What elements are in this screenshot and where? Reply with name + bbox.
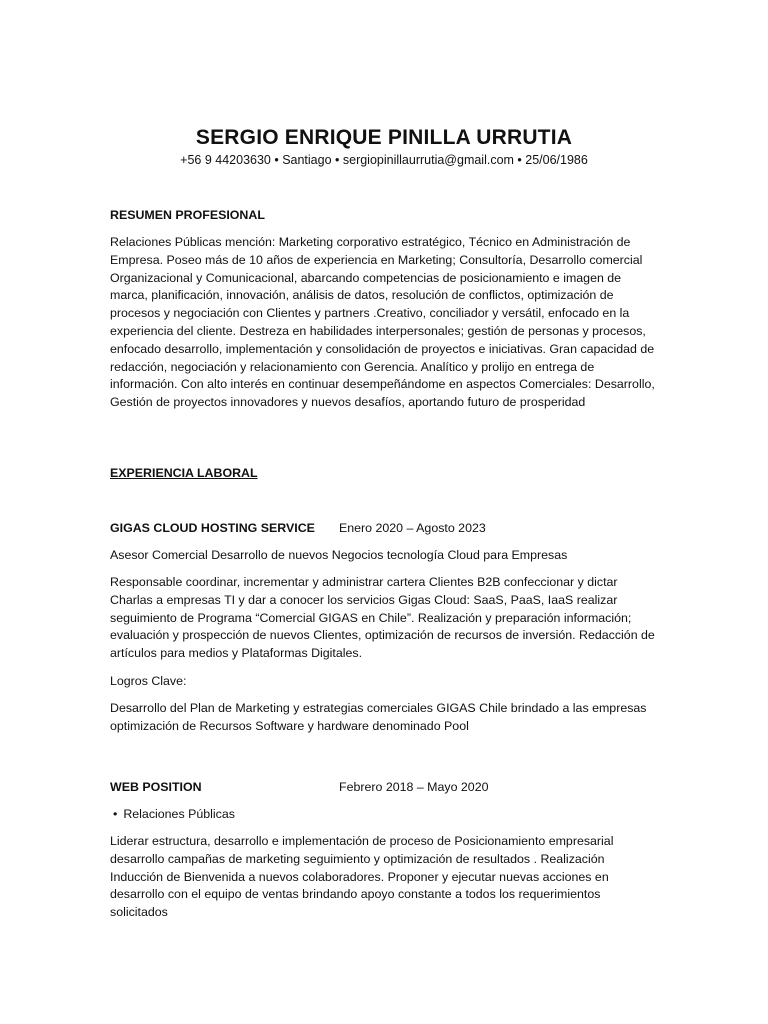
- candidate-name: SERGIO ENRIQUE PINILLA URRUTIA: [195, 126, 573, 149]
- achievements-label: Logros Clave:: [110, 674, 187, 688]
- bullet-icon: •: [113, 807, 118, 821]
- summary-text: Relaciones Públicas mención: Marketing corporativo estratégico, Técnico en Administración de Empresa. Poseo más de 10 años de experiencia en Marketing; Consultoría, Desarrollo comercial Organizacional y Comunicacional, abarcando competencias de posicionamiento e imagen de marca, planificación, innovación, análisis de datos, resolución de conflictos, optimización de procesos y negociación con Clientes y partners .Creativo, conciliador y versátil, enfocado en la experiencia del cliente. Destreza en habilidades interpersonales; gestión de personas y procesos, enfocado desarrollo, implementación y consolidación de proyectos e iniciativas. Gran capacidad de redacción, negociación y relacionamiento con Gerencia. Analítico y prolijo en entrega de información. Con alto interés en continuar desempeñándome en aspectos Comerciales: Desarrollo, Gestión de proyectos innovadores y nuevos desafíos, aportando futuro de prosperidad: [110, 235, 655, 410]
- job-role: Asesor Comercial Desarrollo de nuevos Negocios tecnología Cloud para Empresas: [110, 548, 568, 562]
- contact-info: +56 9 44203630 • Santiago • sergiopinillaurrutia@gmail.com • 25/06/1986: [180, 153, 588, 167]
- job-company: WEB POSITION: [110, 780, 202, 794]
- job-dates: Enero 2020 – Agosto 2023: [339, 521, 486, 535]
- summary-heading: RESUMEN PROFESIONAL: [110, 208, 265, 222]
- job-achievements: Desarrollo del Plan de Marketing y estrategias comerciales GIGAS Chile brindado a las empresas optimización de Recursos Software y hardware denominado Pool: [110, 701, 647, 733]
- experience-heading: EXPERIENCIA LABORAL: [110, 466, 258, 480]
- job-description: Responsable coordinar, incrementar y administrar cartera Clientes B2B confeccionar y dictar Charlas a empresas TI y dar a conocer los servicios Gigas Cloud: SaaS, PaaS, IaaS realizar seguimiento de Programa “Comercial GIGAS en Chile”. Realización y preparación información; evaluación y prospección de nuevos Clientes, optimización de recursos de inversión. Redacción de artículos para medios y Plataformas Digitales.: [110, 575, 655, 661]
- job-role: Relaciones Públicas: [123, 807, 235, 821]
- job-description: Liderar estructura, desarrollo e implementación de proceso de Posicionamiento empresarial desarrollo campañas de marketing seguimiento y optimización de resultados . Realización Inducción de Bienvenida a nuevos colaboradores. Proponer y ejecutar nuevas acciones en desarrollo con el equipo de ventas brindando apoyo constante a todos los requerimientos solicitados: [110, 834, 614, 920]
- job-role-item: [110, 806, 660, 824]
- job-company: GIGAS CLOUD HOSTING SERVICE: [110, 521, 315, 535]
- job-dates: Febrero 2018 – Mayo 2020: [339, 780, 489, 794]
